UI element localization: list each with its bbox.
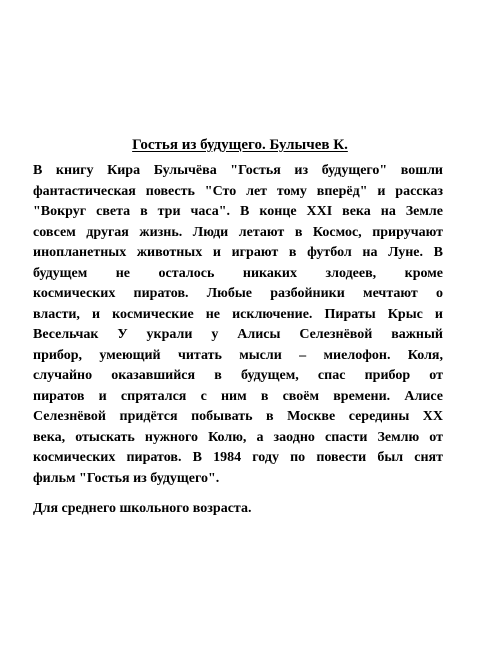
description-line: фантастическая повесть "Сто лет тому вперёд" и рассказ bbox=[33, 183, 443, 199]
description-line: В книгу Кира Булычёва "Гостья из будущего" вошли bbox=[33, 163, 443, 178]
description-line: совсем другая жизнь. Люди летают в Космос, приручают bbox=[33, 224, 443, 240]
description-line: "Вокруг света в три часа". В конце XXI века на Земле bbox=[33, 204, 443, 219]
audience-note bbox=[33, 499, 443, 520]
document-title-text: Гостья из будущего. Булычев К. bbox=[132, 137, 348, 153]
document-body bbox=[33, 161, 443, 520]
description-line: случайно оказавшийся в будущем, спас прибор от bbox=[33, 368, 443, 383]
description-line: Весельчак У украли у Алисы Селезнёвой важный bbox=[33, 327, 443, 342]
audience-text: Для среднего школьного возраста. bbox=[33, 501, 252, 516]
description-line: власти, и космические не исключение. Пираты Крыс и bbox=[33, 306, 443, 322]
description-line: фильм "Гостья из будущего". bbox=[33, 470, 220, 486]
description-paragraph bbox=[33, 161, 443, 489]
document-title bbox=[0, 134, 480, 156]
description-line: прибор, умеющий читать мысли – миелофон. Коля, bbox=[33, 347, 443, 363]
description-line: века, отыскать нужного Колю, а заодно спасти Землю от bbox=[33, 429, 443, 445]
description-line: Селезнёвой придётся побывать в Москве середины XX bbox=[33, 409, 443, 424]
description-line: инопланетных животных и играют в футбол на Луне. В bbox=[33, 245, 443, 260]
description-line: будущем не осталось никаких злодеев, кроме bbox=[33, 265, 443, 281]
description-line: космических пиратов. В 1984 году по повести был снят bbox=[33, 450, 443, 465]
description-line: пиратов и спрятался с ним в своём времени. Алисе bbox=[33, 388, 443, 404]
description-line: космических пиратов. Любые разбойники мечтают о bbox=[33, 286, 443, 301]
